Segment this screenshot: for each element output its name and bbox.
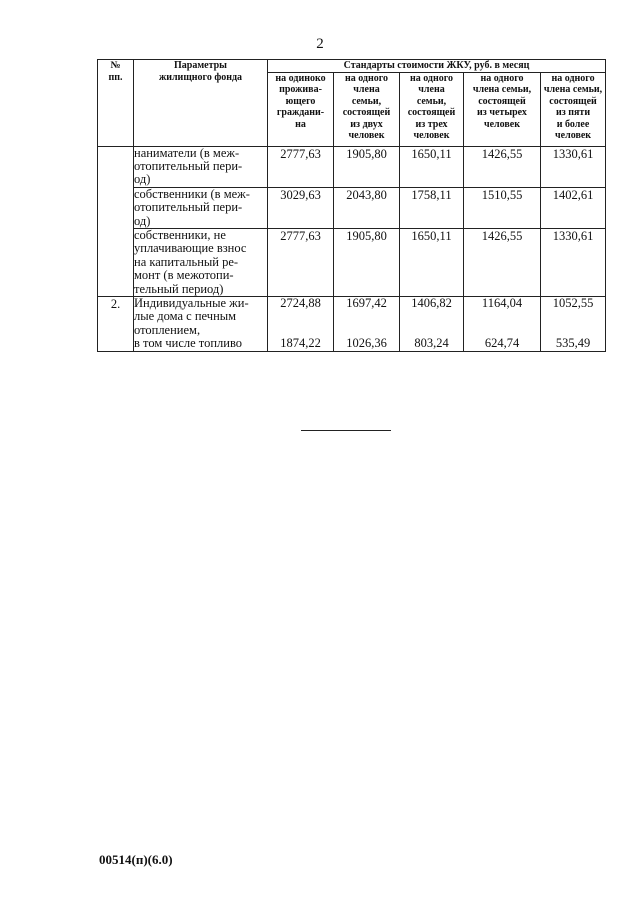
- value-cell: 1650,11: [400, 228, 464, 296]
- value-cell: 1697,42 1026,36: [334, 296, 400, 351]
- value-cell: 2777,63: [268, 228, 334, 296]
- column-header: на одного члена семьи, состоящей из пяти и более человек: [541, 72, 606, 146]
- column-header: на одиноко прожива- ющего граждани- на: [268, 72, 334, 146]
- page-number: 2: [316, 36, 324, 52]
- column-header: на одного члена семьи, состоящей из трех человек: [400, 72, 464, 146]
- row-number-cell: 2.: [98, 296, 134, 351]
- footer-code: 00514(п)(6.0): [99, 852, 173, 867]
- row-param-cell: собственники, не уплачивающие взнос на капитальный ре- монт (в межотопи- тельный период): [134, 228, 268, 296]
- row-number-cell: [98, 146, 134, 296]
- value-cell: 2724,88 1874,22: [268, 296, 334, 351]
- table-row: [98, 296, 606, 351]
- value-cell: 1905,80: [334, 146, 400, 187]
- row-param-cell: собственники (в меж- отопительный пери- од): [134, 187, 268, 228]
- value-cell: 1510,55: [464, 187, 541, 228]
- value-cell: 1164,04 624,74: [464, 296, 541, 351]
- value-cell: 3029,63: [268, 187, 334, 228]
- table-header-row-top: [98, 60, 606, 73]
- row-param-cell: Индивидуальные жи- лые дома с печным отоплением, в том числе топливо: [134, 296, 268, 351]
- value-cell: 2043,80: [334, 187, 400, 228]
- value-cell: 1426,55: [464, 146, 541, 187]
- value-cell: 2777,63: [268, 146, 334, 187]
- value-cell: 1650,11: [400, 146, 464, 187]
- value-cell: 1905,80: [334, 228, 400, 296]
- value-cell: 1330,61: [541, 146, 606, 187]
- table-row: [98, 146, 606, 187]
- value-cell: 1758,11: [400, 187, 464, 228]
- column-header: на одного члена семьи, состоящей из двух человек: [334, 72, 400, 146]
- separator-line: [301, 430, 391, 431]
- table-row: [98, 228, 606, 296]
- header-no: № пп.: [98, 60, 134, 147]
- row-param-cell: наниматели (в меж- отопительный пери- од): [134, 146, 268, 187]
- cost-standards-table: [97, 59, 606, 352]
- header-group: Стандарты стоимости ЖКУ, руб. в месяц: [268, 60, 606, 73]
- value-cell: 1426,55: [464, 228, 541, 296]
- value-cell: 1402,61: [541, 187, 606, 228]
- header-params: Параметры жилищного фонда: [134, 60, 268, 147]
- value-cell: 1330,61: [541, 228, 606, 296]
- value-cell: 1406,82 803,24: [400, 296, 464, 351]
- value-cell: 1052,55 535,49: [541, 296, 606, 351]
- column-header: на одного члена семьи, состоящей из четырех человек: [464, 72, 541, 146]
- table-row: [98, 187, 606, 228]
